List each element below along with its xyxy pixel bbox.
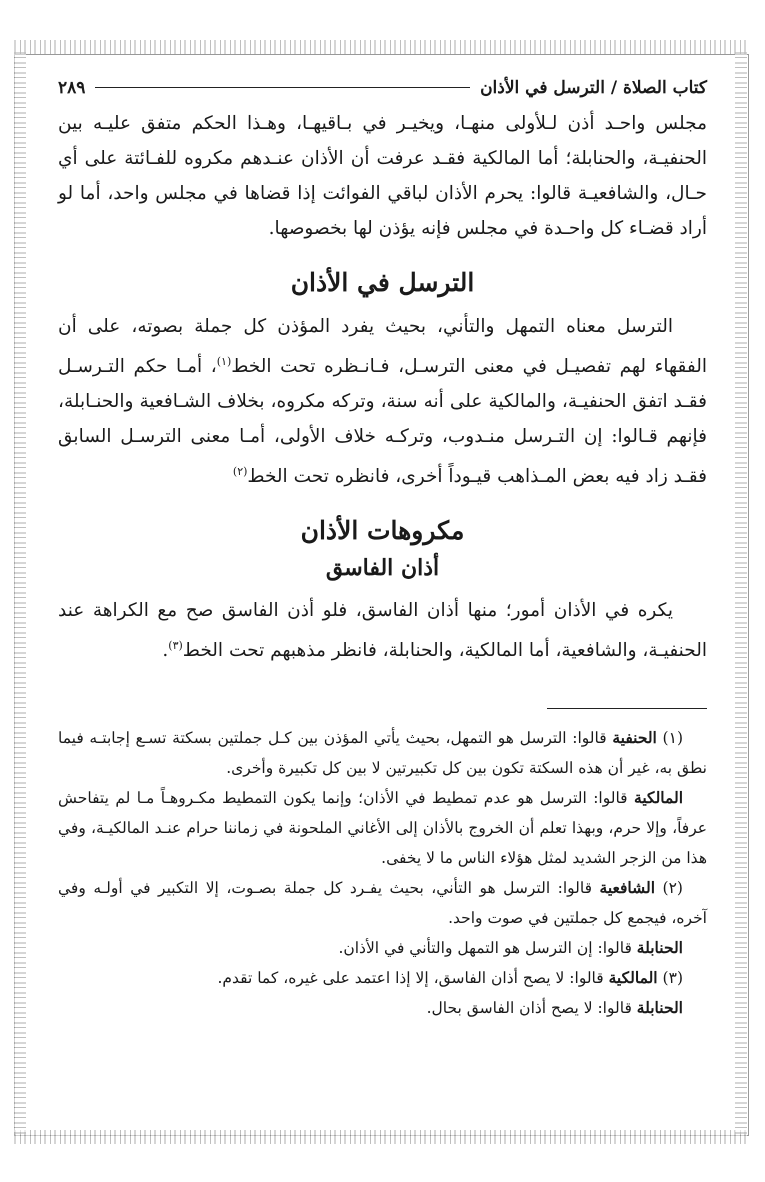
footnote: [58, 933, 707, 963]
footnote-text: قالوا: لا يصح أذان الفاسق، إلا إذا اعتمد على غيره، كما تقدم.: [217, 969, 609, 988]
page-number: ٢٨٩: [58, 78, 86, 98]
footnote-school: الحنفية: [612, 728, 657, 748]
footnote-ref-2[interactable]: (٢): [232, 465, 248, 479]
footnote: [58, 993, 707, 1023]
ornamental-border-left: [14, 52, 26, 1134]
header-title: كتاب الصلاة / الترسل في الأذان: [480, 78, 707, 98]
footnote: [58, 723, 707, 783]
fasiq-text-end: .: [162, 640, 169, 662]
fasiq-paragraph: [58, 593, 707, 668]
footnote-school: المالكية: [608, 968, 658, 988]
footnote-text: قالوا: الترسل هو التأني، بحيث يفـرد كل جملة بصـوت، إلا التكبير في أولـه وفي آخره، فيجمع كل جملتين في صوت واحد.: [58, 879, 707, 928]
footnote-ref-1[interactable]: (١): [216, 355, 232, 368]
tarassul-text-1: الترسل معناه التمهل والتأني، بحيث يفرد المؤذن كل جملة بصوته، على أن الفقهاء لهم تفصيـل في معنى الترسـل، فـانـظره تحت الخط: [58, 316, 707, 378]
footnote-text: قالوا: إن الترسل هو التمهل والتأني في الأذان.: [338, 939, 637, 958]
footnote: [58, 963, 707, 993]
header-rule: [95, 87, 470, 88]
running-header: [58, 78, 707, 98]
section-heading-makruhat: مكروهات الأذان: [300, 516, 465, 546]
footnote-number: (١): [662, 729, 683, 748]
footnote-school: الشافعية: [599, 878, 656, 898]
ornamental-border-bottom: [14, 1130, 747, 1144]
fasiq-text: يكره في الأذان أمور؛ منها أذان الفاسق، فلو أذن الفاسق صح مع الكراهة عند الحنفيـة، والشافعية، أما المالكية، والحنابلة، فانظر مذهبهم تحت الخط: [58, 600, 707, 662]
tarassul-paragraph: [58, 309, 707, 494]
subheading-fasiq: أذان الفاسق: [325, 555, 440, 582]
footnote-school: الحنابلة: [636, 938, 683, 958]
footnote-ref-3[interactable]: (٣): [168, 639, 183, 653]
footnote-text: قالوا: لا يصح أذان الفاسق بحال.: [426, 999, 637, 1018]
intro-paragraph: مجلس واحـد أذن لـلأولى منهـا، ويخيـر في بـاقيهـا، وهـذا الحكم متفق عليـه بين الحنفيـة، والحنابلة؛ أما المالكية فقـد عرفت أن الأذان عنـدهم مكروه للفـائتة على أي حـال، والشافعيـة قالوا: يحرم الأذان لباقي الفوائت إذا قضاها في مجلس واحد، أما لو أراد قضـاء كل واحـدة في مجلس فإنه يؤذن لها بخصوصها.: [58, 113, 707, 239]
tarassul-text-2: ، أمـا حكم التـرسـل فقـد اتفق الحنفيـة، والمالكية على أنه سنة، وتركه مكروه، بخلاف الشـافعية والحنـابلة، فإنهم قـالوا: إن التـرسل منـدوب، وتركـه خلاف الأولى، أمـا معنى الترسـل السابق فقـد زاد فيه بعض المـذاهب قيـوداً أخرى، فانظره تحت الخط: [58, 356, 707, 488]
section-heading-tarassul: الترسل في الأذان: [290, 268, 475, 297]
page-content: [58, 78, 707, 1023]
footnote-school: الحنابلة: [636, 998, 683, 1018]
ornamental-border-right: [735, 52, 747, 1134]
footnote: [58, 783, 707, 873]
footnotes: [58, 723, 707, 1023]
footnote-text: قالوا: الترسل هو التمهل، بحيث يأتي المؤذن بين كـل جملتين بسكتة تسـع إجابتـه فيما نطق به، غير أن هذه السكتة تكون بين كل تكبيرتين لا بين كل تكبيرة وأخرى.: [58, 729, 707, 778]
ornamental-border-top: [14, 40, 747, 54]
footnote: [58, 873, 707, 933]
footnote-text: قالوا: الترسل هو عدم تمطيط في الأذان؛ وإنما يكون التمطيط مكـروهـاً مـا لم يتفاحش عرفاً، وإلا حرم، وبهذا تعلم أن الخروج بالأذان إلى الأغاني الملحونة في زماننا حرام عنـد المالكيـة، وفي هذا من الزجر الشديد لمثل هؤلاء الناس ما لا يخفى.: [58, 789, 707, 868]
footnote-number: (٢): [662, 879, 683, 898]
footnote-school: المالكية: [634, 788, 683, 808]
footnote-separator: [547, 708, 707, 709]
footnote-number: (٣): [662, 969, 683, 988]
